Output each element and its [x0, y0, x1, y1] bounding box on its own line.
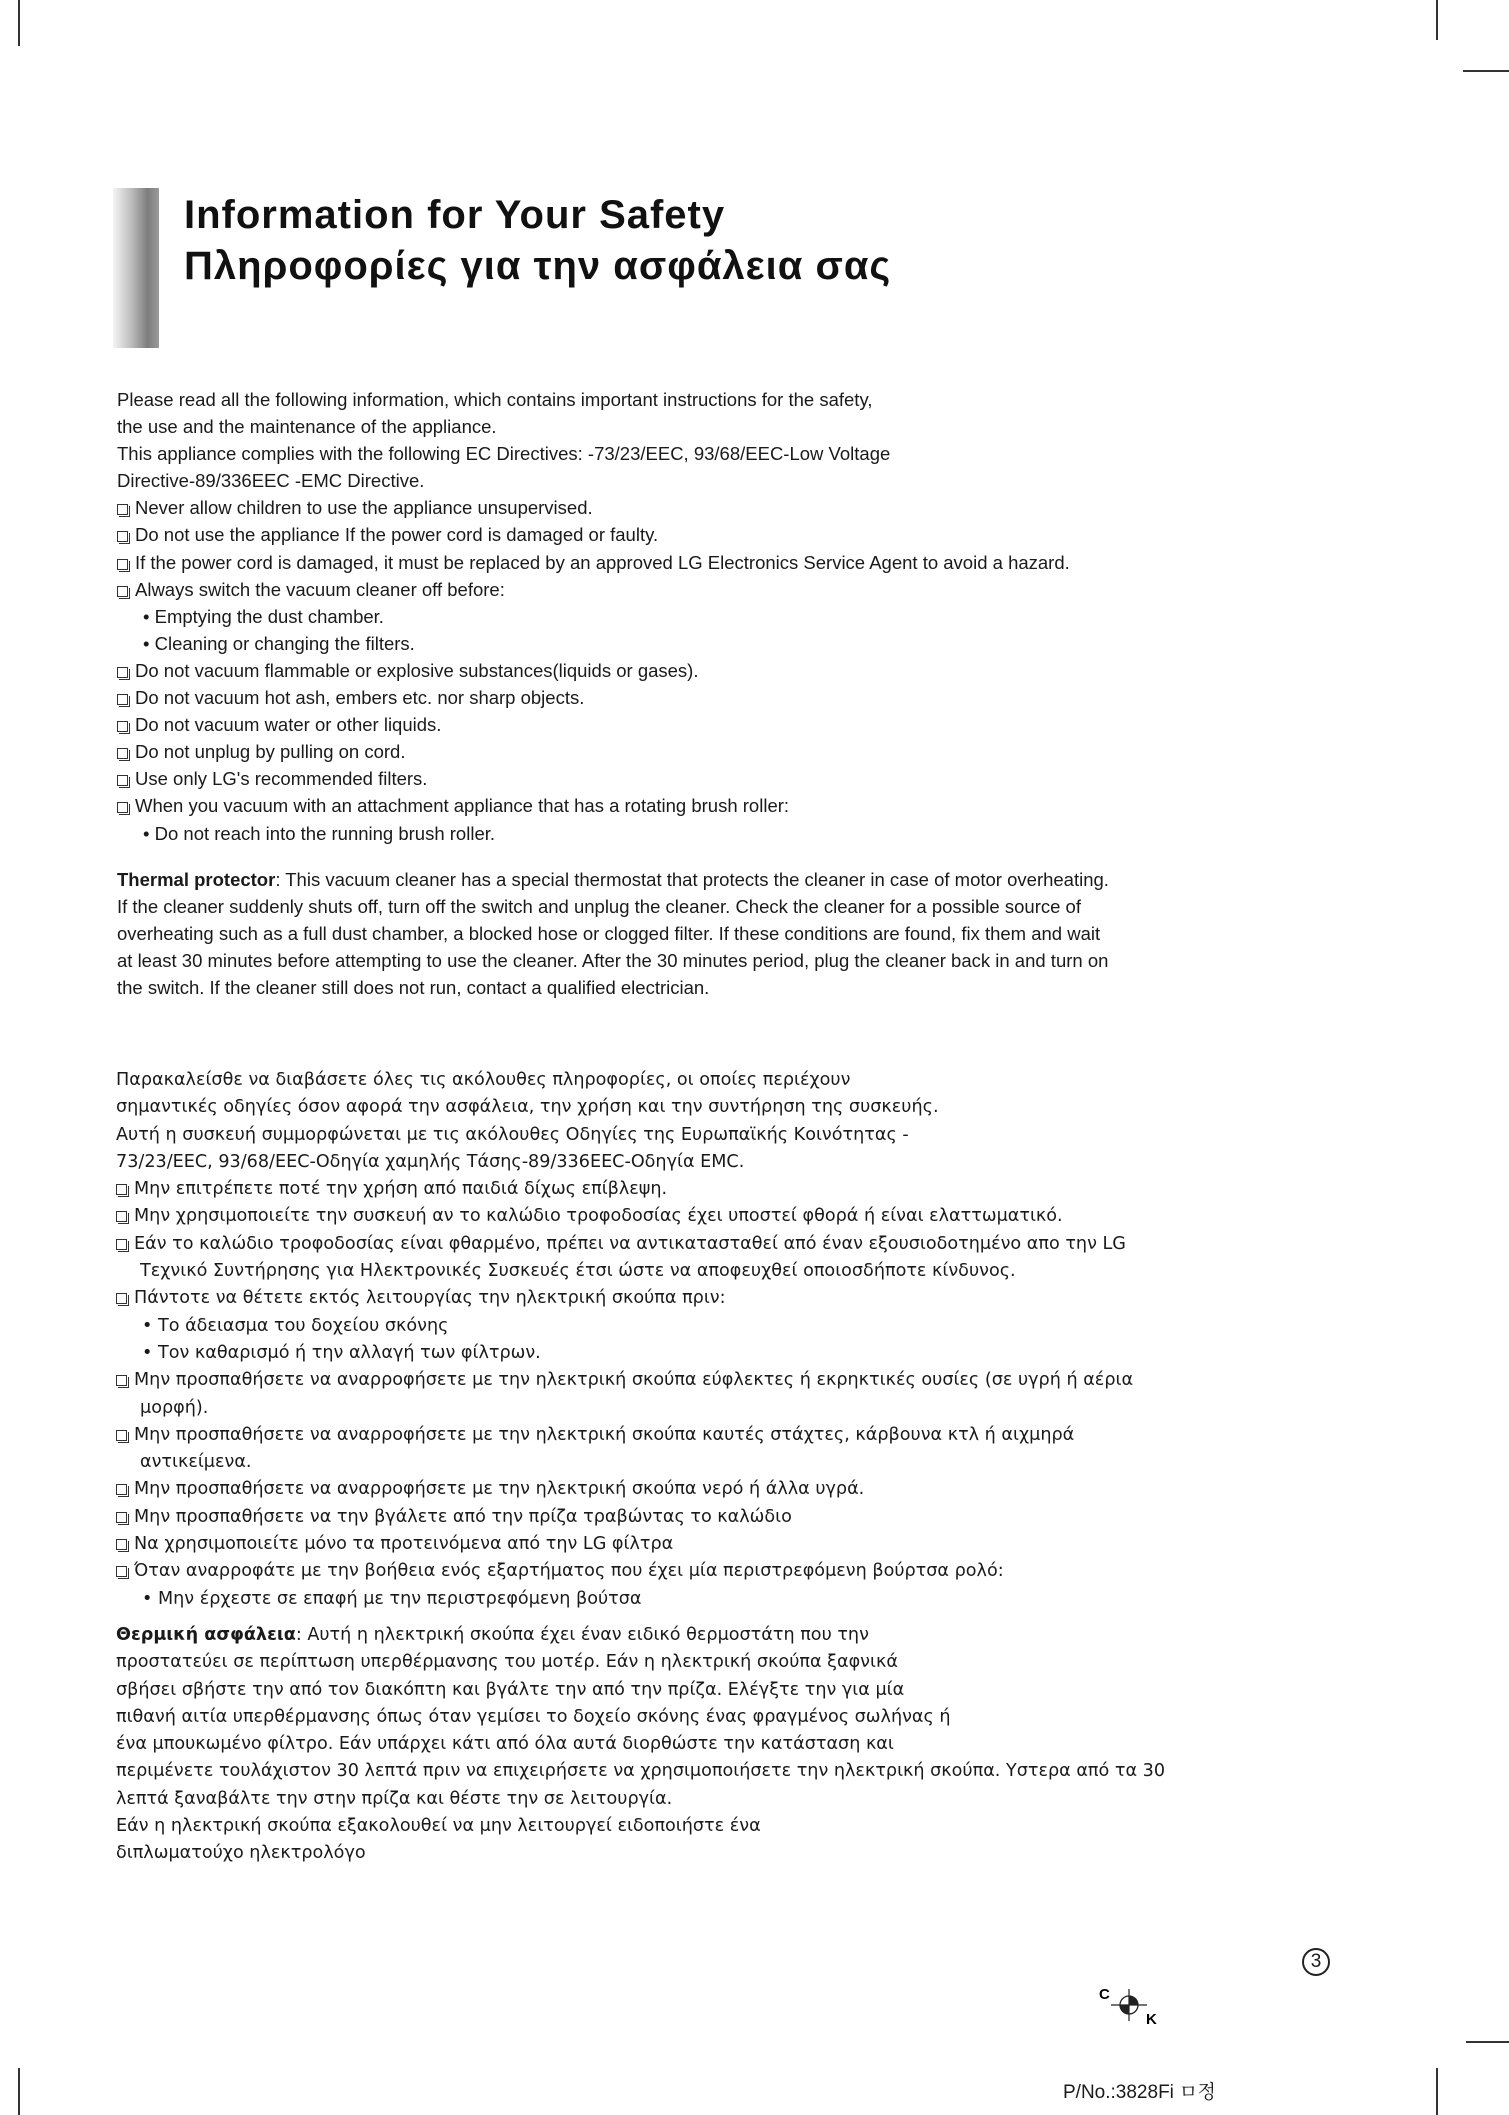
- list-item-continued: Τεχνικό Συντήρησης για Ηλεκτρονικές Συσκευές έτσι ώστε να αποφευχθεί οποιοσδήποτε κίνδυνος.: [140, 1261, 1016, 1282]
- sub-list-item: • Emptying the dust chamber.: [143, 605, 384, 627]
- list-item: If the power cord is damaged, it must be replaced by an approved LG Electronics Service Agent to avoid a hazard.: [117, 549, 1070, 576]
- paragraph-line: περιμένετε τουλάχιστον 30 λεπτά πριν να επιχειρήσετε να χρησιμοποιήσετε την ηλεκτρική σκούπα. Υστερα από τα 30: [116, 1761, 1166, 1782]
- list-item: When you vacuum with an attachment appliance that has a rotating brush roller:: [117, 792, 1070, 819]
- list-item-continued: αντικείμενα.: [140, 1452, 252, 1473]
- checkbox-bullet-icon: [117, 586, 128, 597]
- paragraph-line: overheating such as a full dust chamber, a blocked hose or clogged filter. If these conditions are found, fix them and wait: [117, 923, 1101, 945]
- page-title-english: Information for Your Safety: [184, 193, 726, 237]
- intro-line: Παρακαλείσθε να διαβάσετε όλες τις ακόλουθες πληροφορίες, οι οποίες περιέχουν: [116, 1070, 851, 1090]
- sub-list-item: • Το άδειασμα του δοχείου σκόνης: [142, 1315, 449, 1336]
- checkbox-bullet-icon: [116, 1539, 127, 1550]
- checkbox-bullet-icon: [117, 504, 128, 515]
- page-title-greek: Πληροφορίες για την ασφάλεια σας: [184, 244, 892, 288]
- paragraph-line: If the cleaner suddenly shuts off, turn off the switch and unplug the cleaner. Check the cleaner for a possible source of: [117, 896, 1081, 918]
- checkbox-bullet-icon: [116, 1512, 127, 1523]
- intro-line: the use and the maintenance of the appliance.: [117, 416, 497, 438]
- directive-line: Directive-89/336EEC -EMC Directive.: [117, 470, 425, 492]
- paragraph-line: at least 30 minutes before attempting to use the cleaner. After the 30 minutes period, plug the cleaner back in and turn on: [117, 950, 1109, 972]
- checkbox-bullet-icon: [117, 802, 128, 813]
- paragraph-line: the switch. If the cleaner still does not run, contact a qualified electrician.: [117, 977, 710, 999]
- greek-safety-section: [116, 1067, 1133, 1613]
- crop-mark-bottom-left: [18, 2068, 20, 2115]
- list-item: Do not use the appliance If the power cord is damaged or faulty.: [117, 521, 1070, 548]
- reg-label-k: K: [1146, 2011, 1157, 2028]
- checkbox-bullet-icon: [117, 667, 128, 678]
- part-number: P/No.:3828Fi ㅁ정: [1063, 2082, 1216, 2103]
- thermal-protector-english: Thermal protector: This vacuum cleaner has a special thermostat that protects the cleaner in case of motor overheating. If the cleaner suddenly shuts off, turn off the switch and unplug the cleaner. Check the cleaner for a possible source of overheating such as a full dust chamber, a blocked hose or clogged filter. If these conditions are found, fix them and wait at least 30 minutes before attempting to use the cleaner. After the 30 minutes period, plug the cleaner back in and turn on the switch. If the cleaner still does not run, contact a qualified electrician.: [117, 866, 1109, 1001]
- registration-mark-icon: [1099, 1985, 1159, 2035]
- list-item: Never allow children to use the appliance unsupervised.: [117, 494, 1070, 521]
- list-item-continued: μορφή).: [140, 1397, 209, 1418]
- thermal-protector-greek: Θερμική ασφάλεια: Αυτή η ηλεκτρική σκούπα έχει έναν ειδικό θερμοστάτη που την προστατεύει σε περίπτωση υπερθέρμανσης του μοτέρ. Εάν η ηλεκτρική σκούπα ξαφνικά σβήσει σβήστε την από τον διακόπτη και βγάλτε την από την πρίζα. Ελέγξτε την για μία πιθανή αιτία υπερθέρμανσης όπως όταν γεμίσει το δοχείο σκόνης ένας φραγμένος σωλήνας ή ένα μπουκωμένο φίλτρο. Εάν υπάρχει κάτι από όλα αυτά διορθώστε την κατάσταση και περιμένετε τουλάχιστον 30 λεπτά πριν να επιχειρήσετε να χρησιμοποιήσετε την ηλεκτρική σκούπα. Υστερα από τα 30 λεπτά ξαναβάλτε την στην πρίζα και θέστε την σε λειτουργία. Εάν η ηλεκτρική σκούπα εξακολουθεί να μην λειτουργεί ειδοποιήστε ένα διπλωματούχο ηλεκτρολόγο: [116, 1622, 1165, 1868]
- list-item: Μην χρησιμοποιείτε την συσκευή αν το καλώδιο τροφοδοσίας έχει υποστεί φθορά ή είναι ελαττωματικό.: [116, 1203, 1133, 1230]
- crop-mark-top-right: [1436, 0, 1438, 40]
- checkbox-bullet-icon: [116, 1211, 127, 1222]
- list-item: Do not vacuum hot ash, embers etc. nor sharp objects.: [117, 684, 1070, 711]
- checkbox-bullet-icon: [117, 559, 128, 570]
- list-item: Do not unplug by pulling on cord.: [117, 738, 1070, 765]
- checkbox-bullet-icon: [117, 694, 128, 705]
- paragraph-line: πιθανή αιτία υπερθέρμανσης όπως όταν γεμίσει το δοχείο σκόνης ένας φραγμένος σωλήνας ή: [116, 1706, 951, 1727]
- sub-list-item: • Μην έρχεστε σε επαφή με την περιστρεφόμενη βούτσα: [142, 1588, 642, 1609]
- checkbox-bullet-icon: [117, 748, 128, 759]
- list-item: Always switch the vacuum cleaner off before:: [117, 576, 1070, 603]
- list-item: Εάν το καλώδιο τροφοδοσίας είναι φθαρμένο, πρέπει να αντικατασταθεί από έναν εξουσιοδοτημένο απο την LG: [116, 1231, 1133, 1258]
- paragraph-line: σβήσει σβήστε την από τον διακόπτη και βγάλτε την από την πρίζα. Ελέγξτε την για μία: [116, 1679, 905, 1700]
- checkbox-bullet-icon: [116, 1484, 127, 1495]
- list-item: Μην προσπαθήσετε να αναρροφήσετε με την ηλεκτρική σκούπα εύφλεκτες ή εκρηκτικές ουσίες (σε υγρή ή αέρια: [116, 1367, 1133, 1394]
- checkbox-bullet-icon: [116, 1566, 127, 1577]
- paragraph-line: ένα μπουκωμένο φίλτρο. Εάν υπάρχει κάτι από όλα αυτά διορθώστε την κατάσταση και: [116, 1734, 894, 1755]
- checkbox-bullet-icon: [117, 721, 128, 732]
- paragraph-line: διπλωματούχο ηλεκτρολόγο: [116, 1843, 366, 1864]
- list-item: Πάντοτε να θέτετε εκτός λειτουργίας την ηλεκτρική σκούπα πριν:: [116, 1285, 1133, 1312]
- crop-mark-bottom-right: [1436, 2068, 1438, 2115]
- list-item: Μην προσπαθήσετε να αναρροφήσετε με την ηλεκτρική σκούπα νερό ή άλλα υγρά.: [116, 1476, 1133, 1503]
- list-item: Do not vacuum flammable or explosive substances(liquids or gases).: [117, 657, 1070, 684]
- list-item: Μην επιτρέπετε ποτέ την χρήση από παιδιά δίχως επίβλεψη.: [116, 1176, 1133, 1203]
- thermal-label: Thermal protector: [117, 869, 276, 890]
- checkbox-bullet-icon: [116, 1375, 127, 1386]
- crop-mark-right-top: [1463, 70, 1509, 72]
- checkbox-bullet-icon: [116, 1430, 127, 1441]
- sub-list-item: • Τον καθαρισμό ή την αλλαγή των φίλτρων.: [142, 1342, 541, 1363]
- intro-line: Please read all the following information, which contains important instructions for the safety,: [117, 389, 873, 410]
- checkbox-bullet-icon: [116, 1293, 127, 1304]
- checkbox-bullet-icon: [116, 1184, 127, 1195]
- crop-mark-top-left: [18, 0, 20, 46]
- thermal-label: Θερμική ασφάλεια: [116, 1625, 296, 1645]
- checkbox-bullet-icon: [116, 1239, 127, 1250]
- checkbox-bullet-icon: [117, 775, 128, 786]
- crop-mark-right-bottom: [1466, 2041, 1509, 2043]
- checkbox-bullet-icon: [117, 531, 128, 542]
- list-item: Μην προσπαθήσετε να αναρροφήσετε με την ηλεκτρική σκούπα καυτές στάχτες, κάρβουνα κτλ ή αιχμηρά: [116, 1422, 1133, 1449]
- paragraph-line: προστατεύει σε περίπτωση υπερθέρμανσης του μοτέρ. Εάν η ηλεκτρική σκούπα ξαφνικά: [116, 1652, 898, 1673]
- reg-label-c: C: [1099, 1986, 1110, 2003]
- english-safety-section: [117, 386, 1070, 847]
- list-item: Να χρησιμοποιείτε μόνο τα προτεινόμενα από την LG φίλτρα: [116, 1531, 1133, 1558]
- list-item: Μην προσπαθήσετε να την βγάλετε από την πρίζα τραβώντας το καλώδιο: [116, 1504, 1133, 1531]
- title-gradient-bar: [113, 188, 159, 348]
- sub-list-item: • Cleaning or changing the filters.: [143, 632, 415, 654]
- page-number: 3: [1302, 1948, 1330, 1976]
- list-item: Use only LG's recommended filters.: [117, 765, 1070, 792]
- list-item: Όταν αναρροφάτε με την βοήθεια ενός εξαρτήματος που έχει μία περιστρεφόμενη βούρτσα ρολό:: [116, 1558, 1133, 1585]
- list-item: Do not vacuum water or other liquids.: [117, 711, 1070, 738]
- directive-line: Αυτή η συσκευή συμμορφώνεται με τις ακόλουθες Οδηγίες της Ευρωπαϊκής Κοινότητας -: [116, 1124, 909, 1145]
- paragraph-line: λεπτά ξαναβάλτε την στην πρίζα και θέστε την σε λειτουργία.: [116, 1788, 673, 1809]
- intro-line: σημαντικές οδηγίες όσον αφορά την ασφάλεια, την χρήση και την συντήρηση της συσκευής.: [116, 1097, 939, 1118]
- directive-line: 73/23/EEC, 93/68/EEC-Οδηγία χαμηλής Τάσης-89/336EEC-Οδηγία EMC.: [116, 1151, 745, 1172]
- directive-line: This appliance complies with the following EC Directives: -73/23/EEC, 93/68/EEC-Low Voltage: [117, 443, 891, 465]
- paragraph-line: Εάν η ηλεκτρική σκούπα εξακολουθεί να μην λειτουργεί ειδοποιήστε ένα: [116, 1816, 761, 1837]
- sub-list-item: • Do not reach into the running brush roller.: [143, 822, 496, 844]
